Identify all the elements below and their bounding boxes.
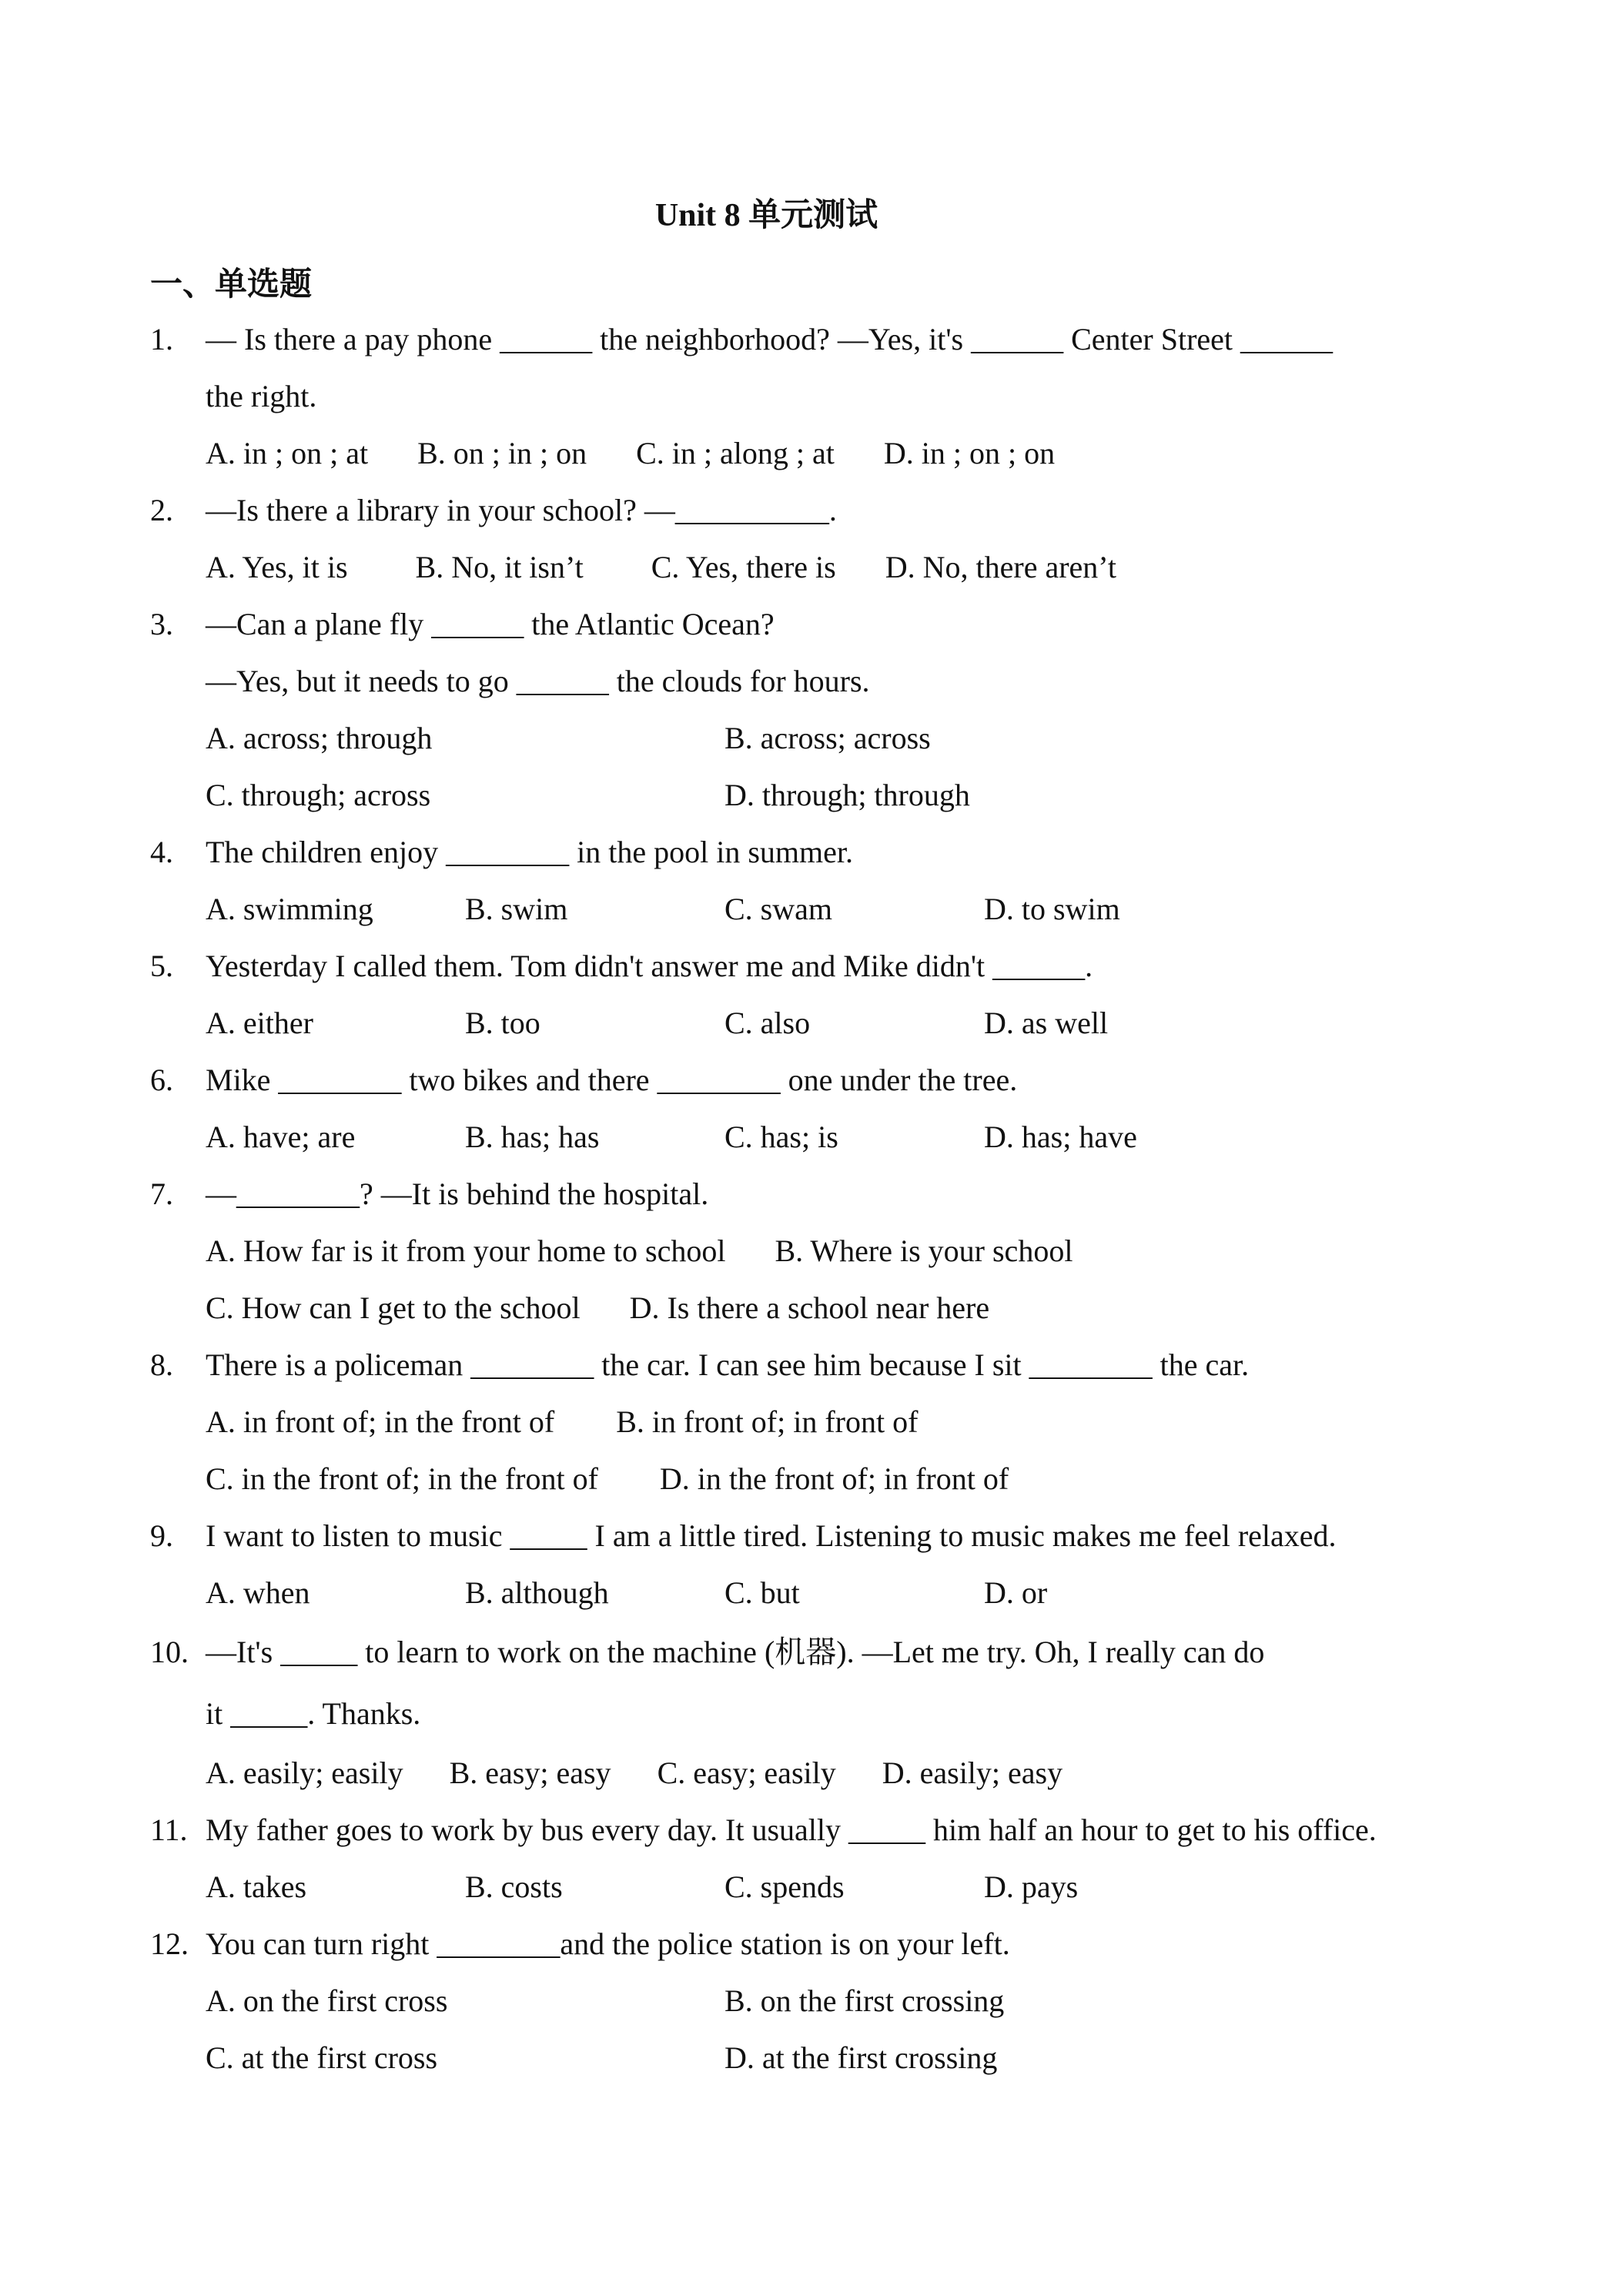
question-number: 1. (150, 322, 173, 356)
option-d[interactable]: D. or (984, 1575, 1048, 1610)
question-stem: You can turn right ________and the police station is on your left. (206, 1926, 1010, 1961)
question-stem: Mike ________ two bikes and there ________ one under the tree. (206, 1063, 1018, 1097)
options-row (150, 1394, 1500, 1451)
question-number: 4. (150, 835, 173, 869)
option-c[interactable]: C. easy; easily (657, 1755, 836, 1790)
option-d[interactable]: D. at the first crossing (724, 2040, 998, 2075)
option-b[interactable]: B. No, it isn’t (415, 550, 584, 584)
question-number: 3. (150, 607, 173, 641)
option-b[interactable]: B. across; across (724, 721, 931, 755)
option-a[interactable]: A. takes (206, 1869, 307, 1904)
options-row (150, 1451, 1500, 1508)
option-c[interactable]: C. Yes, there is (651, 550, 836, 584)
option-d[interactable]: D. in the front of; in front of (659, 1461, 1009, 1496)
question-stem: —It's _____ to learn to work on the machine (机器). —Let me try. Oh, I really can do (206, 1635, 1265, 1669)
option-a[interactable]: A. either (206, 1006, 313, 1040)
question-number: 8. (150, 1347, 173, 1382)
question-7 (150, 1166, 1500, 1337)
options-row (150, 1565, 1500, 1622)
question-stem: My father goes to work by bus every day. It usually _____ him half an hour to get to his office. (206, 1812, 1377, 1847)
option-d[interactable]: D. through; through (724, 778, 970, 812)
options-row (150, 539, 1500, 596)
options-row (150, 1859, 1500, 1916)
options-row (150, 1973, 1500, 2030)
options-row (150, 710, 1500, 767)
option-b[interactable]: B. costs (465, 1869, 563, 1904)
option-b[interactable]: B. on ; in ; on (417, 436, 587, 470)
question-10 (150, 1622, 1500, 1802)
option-a[interactable]: A. easily; easily (206, 1755, 403, 1790)
options-row (150, 1223, 1500, 1280)
option-b[interactable]: B. too (465, 1006, 540, 1040)
option-a[interactable]: A. in front of; in the front of (206, 1404, 555, 1439)
options-row (150, 1109, 1500, 1166)
option-b[interactable]: B. in front of; in front of (616, 1404, 919, 1439)
question-2 (150, 482, 1500, 596)
option-b[interactable]: B. has; has (465, 1120, 600, 1154)
option-d[interactable]: D. in ; on ; on (883, 436, 1056, 470)
option-a[interactable]: A. on the first cross (206, 1983, 448, 2018)
question-5 (150, 938, 1500, 1052)
option-c[interactable]: C. in ; along ; at (636, 436, 835, 470)
question-stem: The children enjoy ________ in the pool in summer. (206, 835, 853, 869)
question-number: 5. (150, 949, 173, 983)
option-d[interactable]: D. as well (984, 1006, 1109, 1040)
option-c[interactable]: C. swam (724, 892, 832, 926)
page-title: Unit 8 单元测试 (654, 198, 878, 233)
option-a[interactable]: A. when (206, 1575, 310, 1610)
options-row (150, 1280, 1500, 1337)
section-heading: 一、单选题 (150, 267, 313, 303)
question-stem: — Is there a pay phone ______ the neighborhood? —Yes, it's ______ Center Street ______ (206, 322, 1334, 356)
question-number: 7. (150, 1176, 173, 1211)
option-d[interactable]: D. has; have (984, 1120, 1137, 1154)
option-a[interactable]: A. in ; on ; at (206, 436, 369, 470)
options-row (150, 767, 1500, 824)
question-stem-continued: the right. (206, 379, 317, 413)
option-c[interactable]: C. How can I get to the school (206, 1290, 581, 1325)
option-b[interactable]: B. Where is your school (775, 1233, 1073, 1268)
option-b[interactable]: B. swim (465, 892, 568, 926)
option-b[interactable]: B. although (465, 1575, 609, 1610)
option-d[interactable]: D. pays (984, 1869, 1079, 1904)
question-number: 2. (150, 493, 173, 527)
option-a[interactable]: A. swimming (206, 892, 373, 926)
option-b[interactable]: B. on the first crossing (724, 1983, 1005, 2018)
question-11 (150, 1802, 1500, 1916)
question-stem: —Is there a library in your school? —__________. (206, 493, 837, 527)
question-number: 12. (150, 1926, 189, 1961)
question-number: 10. (150, 1635, 189, 1669)
option-c[interactable]: C. but (724, 1575, 800, 1610)
option-a[interactable]: A. Yes, it is (206, 550, 348, 584)
option-d[interactable]: D. to swim (984, 892, 1120, 926)
options-row (150, 881, 1500, 938)
option-c[interactable]: C. in the front of; in the front of (206, 1461, 598, 1496)
question-9 (150, 1508, 1500, 1622)
option-d[interactable]: D. easily; easy (882, 1755, 1063, 1790)
question-3 (150, 596, 1500, 824)
question-8 (150, 1337, 1500, 1508)
question-stem: Yesterday I called them. Tom didn't answer me and Mike didn't ______. (206, 949, 1093, 983)
question-number: 9. (150, 1518, 173, 1553)
question-stem: There is a policeman ________ the car. I can see him because I sit ________ the car. (206, 1347, 1250, 1382)
option-a[interactable]: A. have; are (206, 1120, 356, 1154)
options-row (150, 425, 1500, 482)
option-d[interactable]: D. No, there aren’t (885, 550, 1116, 584)
option-c[interactable]: C. at the first cross (206, 2040, 438, 2075)
option-a[interactable]: A. How far is it from your home to school (206, 1233, 726, 1268)
option-b[interactable]: B. easy; easy (449, 1755, 611, 1790)
question-stem: I want to listen to music _____ I am a little tired. Listening to music makes me feel relaxed. (206, 1518, 1337, 1553)
options-row (150, 1745, 1500, 1802)
option-c[interactable]: C. through; across (206, 778, 431, 812)
question-12 (150, 1916, 1500, 2087)
question-number: 11. (150, 1812, 188, 1847)
option-c[interactable]: C. has; is (724, 1120, 838, 1154)
option-a[interactable]: A. across; through (206, 721, 433, 755)
question-stem-continued: —Yes, but it needs to go ______ the clouds for hours. (206, 664, 870, 698)
options-row (150, 995, 1500, 1052)
question-number: 6. (150, 1063, 173, 1097)
question-stem-continued: it _____. Thanks. (206, 1696, 421, 1731)
option-c[interactable]: C. also (724, 1006, 811, 1040)
question-6 (150, 1052, 1500, 1166)
option-c[interactable]: C. spends (724, 1869, 845, 1904)
option-d[interactable]: D. Is there a school near here (629, 1290, 990, 1325)
options-row (150, 2030, 1500, 2087)
question-stem: —Can a plane fly ______ the Atlantic Ocean? (206, 607, 775, 641)
question-stem: —________? —It is behind the hospital. (206, 1176, 709, 1211)
question-4 (150, 824, 1500, 938)
question-1 (150, 311, 1500, 482)
